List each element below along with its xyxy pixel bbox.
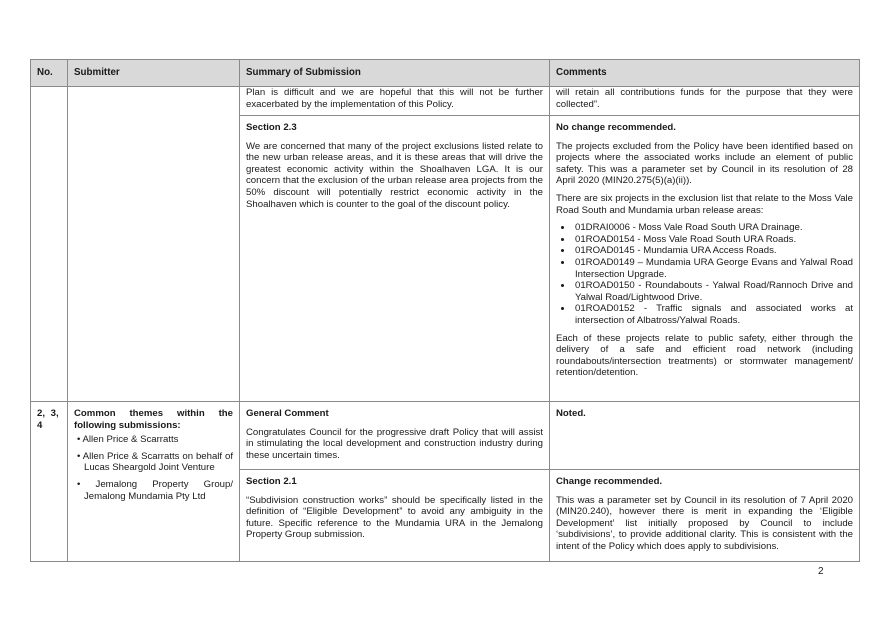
header-submitter: Submitter (68, 60, 240, 87)
submissions-table (30, 59, 860, 562)
submitter-name: Allen Price & Scarratts on behalf of Lucas Sheargold Joint Venture (82, 450, 234, 474)
list-item: • 01ROAD0154 - Moss Vale Road South URA Roads. (573, 234, 853, 246)
comments-cell (550, 116, 860, 402)
submitter-name: Allen Price & Scarratts (82, 434, 179, 446)
comments-cell (550, 402, 860, 470)
header-comments: Comments (550, 60, 860, 87)
comment-text: This was a parameter set by Council in its resolution of 7 April 2020 (MIN20.240), however there is merit in expanding the ‘Eligible Development’ list initially proposed by Council to include ‘subdivisions’, to provide additional clarity. This is consistent with the intent of the Policy which does apply to subdivisions. (556, 494, 853, 552)
summary-text: “Subdivision construction works” should be specifically listed in the definition of “Eligible Development” to avoid any ambiguity in the future. Specific reference to the Mundamia URA in the Jemalong Property Group submission. (246, 494, 543, 541)
table-row (31, 402, 860, 470)
comments-cell (550, 470, 860, 562)
comment-heading: No change recommended. (556, 122, 676, 133)
list-item: • Allen Price & Scarratts (77, 434, 179, 446)
list-item: • 01DRAI0006 - Moss Vale Road South URA Drainage. (573, 222, 853, 234)
summary-cell (240, 470, 550, 562)
list-item: • 01ROAD0152 - Traffic signals and associated works at intersection of Albatross/Yalwal Roads. (573, 303, 853, 326)
submitter-cell (68, 402, 240, 562)
table-row (31, 87, 860, 116)
summary-cell (240, 402, 550, 470)
submitter-name: Jemalong Property Group/ Jemalong Mundamia Pty Ltd (84, 478, 233, 502)
page-number: 2 (818, 566, 824, 577)
comment-heading: Noted. (556, 408, 586, 419)
list-item: • 01ROAD0150 - Roundabouts - Yalwal Road/Rannoch Drive and Yalwal Road/Lightwood Drive. (573, 280, 853, 303)
list-item: • 01ROAD0149 – Mundamia URA George Evans and Yalwal Road Intersection Upgrade. (573, 257, 853, 280)
header-no: No. (31, 60, 68, 87)
list-item: • Jemalong Property Group/ Jemalong Mundamia Pty Ltd (77, 478, 233, 502)
summary-continuation: Plan is difficult and we are hopeful that this will not be further exacerbated by the implementation of this Policy. (246, 87, 543, 110)
comments-cell (550, 87, 860, 116)
summary-text: Congratulates Council for the progressive draft Policy that will assist in stimulating the local development and construction industry during these uncertain times. (246, 426, 543, 461)
list-item: • Allen Price & Scarratts on behalf of Lucas Sheargold Joint Venture (77, 450, 234, 474)
comment-paragraph: Each of these projects relate to public safety, either through the delivery of a safe and efficient road network (including roundabouts/intersection treatments) or stormwater management/ retention/detention. (556, 332, 853, 379)
list-item: • 01ROAD0145 - Mundamia URA Access Roads. (573, 245, 853, 257)
row-number-cell: 2, 3, 4 (31, 402, 68, 562)
comment-paragraph: The projects excluded from the Policy have been identified based on projects where the associated works include an element of public safety. This was a parameter set by Council in its resolution of 28 April 2020 (MIN20.275(5)(a)(ii)). (556, 140, 853, 187)
submitter-heading: Common themes within the following submissions: (74, 408, 233, 431)
summary-text: We are concerned that many of the project exclusions listed relate to the new urban release areas, and it is these areas that will drive the greatest economic activity within the Shoalhaven LGA. It is our concern that the exclusion of the urban release area projects from the 50% discount will potentially restrict economic activity in the Shoalhaven which is counter to the goal of the discount policy. (246, 140, 543, 210)
summary-heading: Section 2.3 (246, 122, 297, 133)
row-number-cell (31, 87, 68, 402)
submitter-cell (68, 87, 240, 402)
comment-paragraph: There are six projects in the exclusion list that relate to the Moss Vale Road South and Mundamia urban release areas: (556, 192, 853, 216)
header-summary: Summary of Submission (240, 60, 550, 87)
submitter-list (74, 434, 233, 502)
table-header-row (31, 60, 860, 87)
comment-heading: Change recommended. (556, 476, 663, 487)
summary-cell (240, 87, 550, 116)
summary-heading: General Comment (246, 408, 329, 419)
summary-cell (240, 116, 550, 402)
project-list (556, 222, 853, 326)
summary-heading: Section 2.1 (246, 476, 297, 487)
comment-continuation: will retain all contributions funds for the purpose that they were collected”. (556, 87, 853, 110)
